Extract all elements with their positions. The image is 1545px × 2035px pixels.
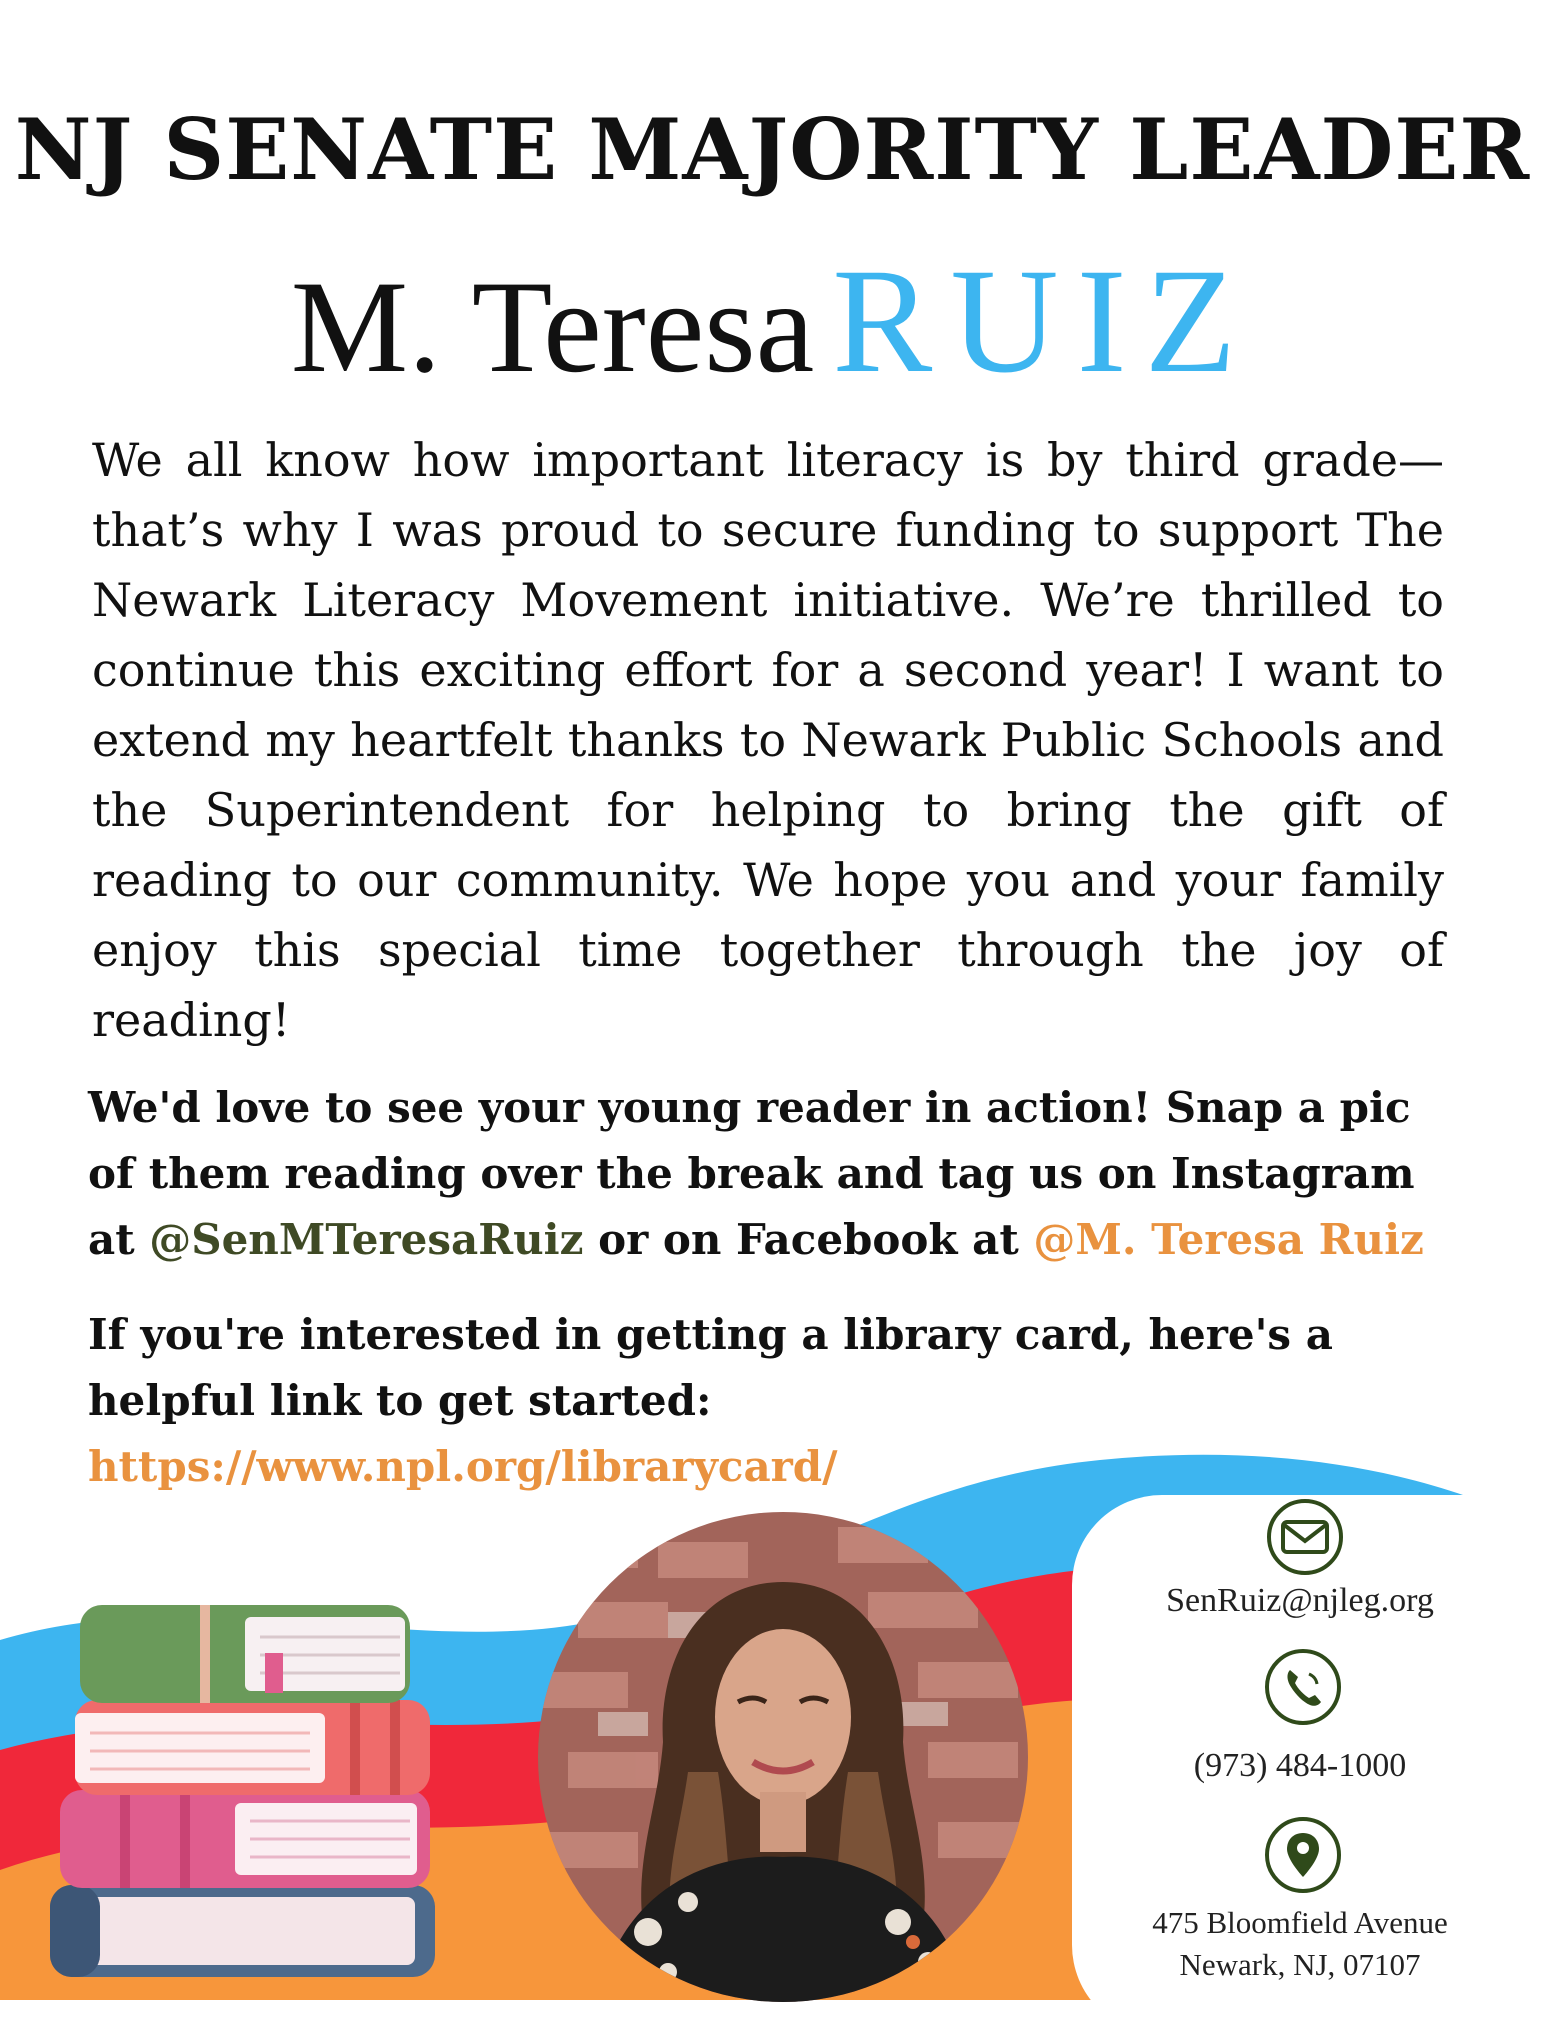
contact-email[interactable]: SenRuiz@njleg.org <box>1166 1582 1434 1619</box>
contact-phone[interactable]: (973) 484-1000 <box>1193 1747 1407 1784</box>
contact-address-line2: Newark, NJ, 07107 <box>1179 1947 1421 1982</box>
social-text-2: or on Facebook at <box>583 1215 1034 1264</box>
map-pin-icon <box>1263 1815 1343 1895</box>
social-paragraph <box>88 1075 1468 1273</box>
social-text: We'd love to see your young reader in action! Snap a pic of them reading over the break and tag us on Instagram at <box>88 1083 1415 1264</box>
page-heading: NJ SENATE MAJORITY LEADER <box>14 100 1531 199</box>
name-first: M. Teresa <box>290 253 815 400</box>
library-text: If you're interested in getting a library card, here's a helpful link to get started: <box>88 1310 1333 1425</box>
senator-name <box>0 235 1545 407</box>
instagram-handle[interactable]: @SenMTeresaRuiz <box>149 1215 584 1264</box>
contact-address-line1: 475 Bloomfield Avenue <box>1152 1905 1448 1940</box>
senator-photo <box>538 1512 1028 2002</box>
intro-paragraph: We all know how important literacy is by third grade— that’s why I was proud to secure funding to support The Newark Literacy Movement initiative. We’re thrilled to continue this exciting effort for a second year! I want to extend my heartfelt thanks to Newark Public Schools and the Superintendent for helping to bring the gift of reading to our community. We hope you and your family enjoy this special time together through the joy of reading! <box>92 433 1444 1047</box>
envelope-icon <box>1265 1497 1345 1577</box>
library-link[interactable]: https://www.npl.org/librarycard/ <box>88 1442 838 1491</box>
books-illustration <box>30 1585 450 1995</box>
phone-icon <box>1263 1647 1343 1727</box>
facebook-handle[interactable]: @M. Teresa Ruiz <box>1033 1215 1424 1264</box>
name-last: RUIZ <box>832 238 1255 404</box>
